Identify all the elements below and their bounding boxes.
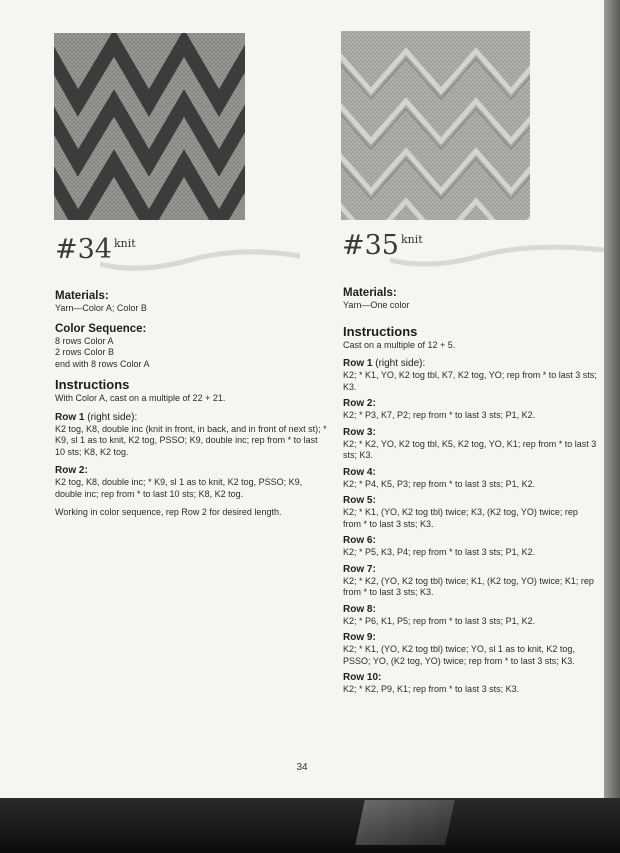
page-number: 34 (296, 762, 308, 773)
materials-text: Yarn—Color A; Color B (55, 303, 147, 313)
cast-on-text: Cast on a multiple of 12 + 5. (343, 339, 456, 350)
row-label: Row 6: (343, 535, 376, 546)
row-text: K2; * K2, P9, K1; rep from * to last 3 sts; K3. (343, 684, 520, 694)
row-label: Row 2: (55, 465, 88, 476)
row-label: Row 10: (343, 672, 382, 683)
swatch-35-photo (341, 31, 530, 220)
row-label: Row 4: (343, 466, 376, 478)
row-label: Row 5: (343, 495, 376, 506)
pattern-number: #35 (342, 230, 399, 261)
cast-on-text: With Color A, cast on a multiple of 22 + 21. (55, 393, 226, 403)
row-label: Row 3: (343, 426, 376, 438)
sequence-heading: Color Sequence: (55, 322, 147, 335)
decorative-swoosh (100, 244, 300, 274)
instructions-heading: Instructions (343, 323, 418, 339)
pattern-tag: knit (113, 237, 136, 250)
row-text: K2; * P4, K5, P3; rep from * to last 3 sts; P1, K2. (343, 478, 536, 489)
materials-heading: Materials: (343, 287, 397, 299)
sequence-line: end with 8 rows Color A (55, 358, 150, 369)
decorative-swoosh (390, 240, 604, 270)
instructions-heading: Instructions (55, 377, 130, 392)
row-text: K2; * K1, (YO, K2 tog tbl) twice; K3, (K2 tog, YO) twice; rep from * to last 3 sts; K3. (343, 507, 578, 529)
swatch-34-photo (54, 33, 245, 220)
row-text: K2; * K2, (YO, K2 tog tbl) twice; K1, (K2 tog, YO) twice; K1; rep from * to last 3 sts; K3. (343, 575, 594, 597)
row-text: K2; * P3, K7, P2; rep from * to last 3 sts; P1, K2. (343, 410, 536, 420)
materials-heading: Materials: (55, 290, 109, 302)
row-label: Row 8: (343, 603, 376, 615)
row-label: Row 2: (343, 398, 376, 409)
pattern-34-text (55, 289, 330, 519)
sequence-line: 2 rows Color B (55, 347, 115, 357)
pattern-35-text (343, 286, 598, 701)
row-label: Row 1 (right side): (343, 358, 426, 369)
row-label: Row 7: (343, 563, 376, 575)
page-edge-shadow (604, 0, 620, 798)
materials-text: Yarn—One color (343, 300, 410, 310)
row-text: K2; * K2, YO, K2 tog tbl, K5, K2 tog, YO, K1; rep from * to last 3 sts; K3. (343, 438, 597, 460)
row-text: K2 tog, K8, double inc; * K9, sl 1 as to knit, K2 tog, PSSO; K9, double inc; rep from * to last 10 sts; K8, K2 tog. (55, 477, 303, 499)
row-text: K2; * P5, K3, P4; rep from * to last 3 sts; P1, K2. (343, 547, 536, 557)
closing-text: Working in color sequence, rep Row 2 for desired length. (55, 507, 282, 517)
row-text: K2 tog, K8, double inc (knit in front, in back, and in front of next st); * K9, sl 1 as to knit, K2 tog, PSSO; K9, double inc; rep from * to last 10 sts; K8, K2 tog. (55, 423, 327, 457)
row-text: K2; * P6, K1, P5; rep from * to last 3 sts; P1, K2. (343, 615, 536, 626)
scan-artifact (355, 800, 455, 845)
row-text: K2; * K1, YO, K2 tog tbl, K7, K2 tog, YO; rep from * to last 3 sts; K3. (343, 370, 597, 392)
row-label: Row 1 (right side): (55, 411, 138, 423)
row-text: K2; * K1, (YO, K2 tog tbl) twice; YO, sl 1 as to knit, K2 tog, PSSO; YO, (K2 tog, YO) twice; rep from * to last 3 sts; K3. (343, 644, 575, 666)
scanner-background (0, 798, 620, 853)
row-label: Row 9: (343, 632, 376, 643)
pattern-tag: knit (400, 233, 423, 246)
sequence-line: 8 rows Color A (55, 335, 114, 346)
pattern-number: #34 (55, 234, 112, 265)
